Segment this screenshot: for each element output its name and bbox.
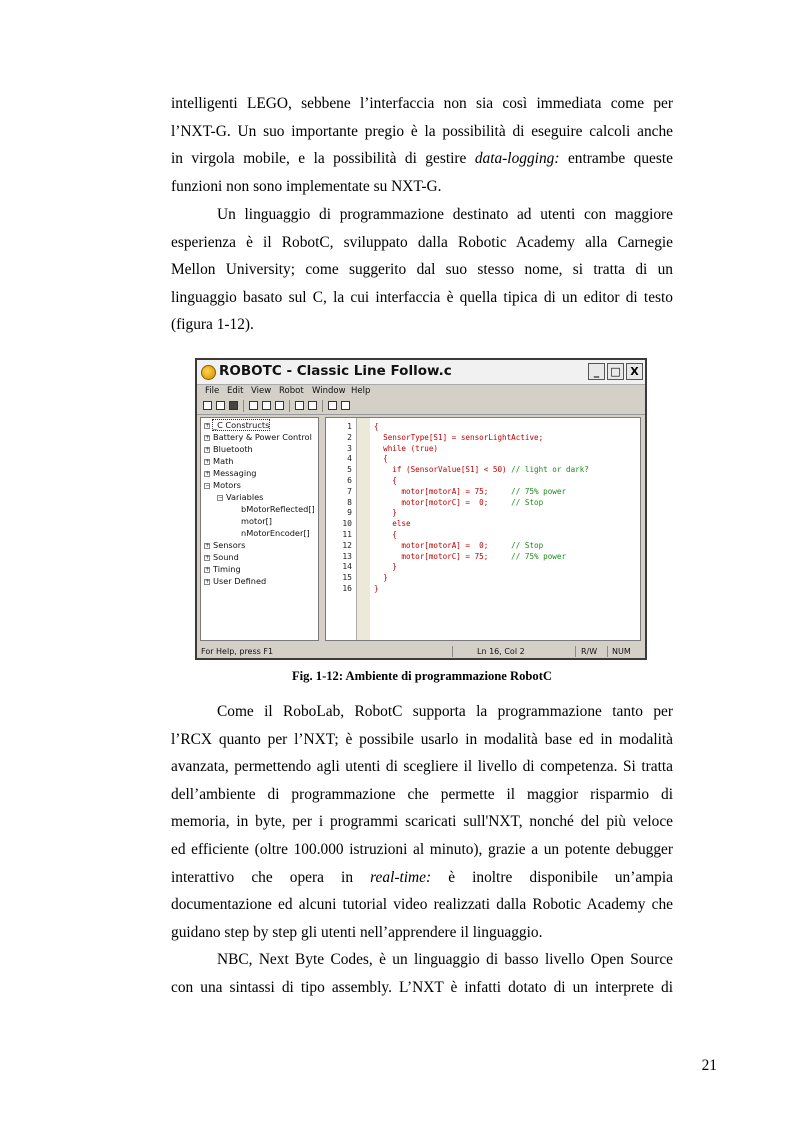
toolbar-separator xyxy=(322,400,323,412)
maximize-button[interactable]: □ xyxy=(607,363,624,380)
cut-icon[interactable] xyxy=(249,401,258,410)
code-comment: // light or dark? xyxy=(511,465,589,475)
line-number: 14 xyxy=(342,562,352,572)
text-line: avanzata, permettendo agli utenti di scegliere il livello di competenza. Si tratta xyxy=(171,758,673,776)
code-line[interactable]: } xyxy=(374,508,397,518)
tree-item-messaging[interactable]: + Messaging xyxy=(205,468,257,478)
line-number: 9 xyxy=(347,508,352,518)
status-separator xyxy=(607,646,608,657)
code-line[interactable]: { xyxy=(374,422,379,431)
new-file-icon[interactable] xyxy=(203,401,212,410)
text-line: guidano step by step gli utenti nell’apprendere il linguaggio. xyxy=(171,923,543,941)
code-line[interactable]: while (true) xyxy=(374,443,439,453)
italic-term: real-time: xyxy=(370,868,432,886)
line-number: 3 xyxy=(347,443,352,453)
title-bar xyxy=(197,360,645,385)
figure-caption: Fig. 1-12: Ambiente di programmazione RobotC xyxy=(291,669,553,683)
paragraph-1 xyxy=(171,90,673,200)
close-button[interactable]: X xyxy=(626,363,643,380)
tree-item-sensors[interactable]: + Sensors xyxy=(205,540,246,550)
status-separator xyxy=(452,646,453,657)
status-bar xyxy=(197,645,645,658)
text-line: ed efficiente (oltre 100.000 istruzioni al minuto), grazie a un potente debugger xyxy=(171,840,673,858)
paragraph-2 xyxy=(171,201,673,339)
text-line: NBC, Next Byte Codes, è un linguaggio di basso livello Open Source xyxy=(217,951,673,968)
text-line: linguaggio basato sul C, la cui interfaccia è quella tipica di un editor di testo xyxy=(171,288,673,306)
toolbar xyxy=(197,398,645,415)
text-line: interattivo che opera in real-time: è inoltre disponibile un’ampia xyxy=(171,868,673,886)
line-number: 15 xyxy=(342,573,352,583)
expand-icon[interactable]: + xyxy=(205,541,211,549)
code-editor[interactable] xyxy=(325,417,641,641)
line-number: 16 xyxy=(342,584,352,593)
status-separator xyxy=(575,646,576,657)
text-line: memoria, in byte, per i programmi scaricati sull'NXT, nonché del più veloce xyxy=(171,813,673,831)
tree-item-battery[interactable]: + Battery & Power Control xyxy=(205,432,312,442)
code-line[interactable]: motor[motorC] = 75; // 75% power xyxy=(374,551,567,561)
text-line: (figura 1-12). xyxy=(171,316,254,334)
text-line: l’RCX quanto per l’NXT; è possibile usarlo in modalità base ed in modalità xyxy=(171,730,673,748)
line-number: 2 xyxy=(347,432,352,442)
open-folder-icon[interactable] xyxy=(216,401,225,410)
tree-item-nmotorencoder[interactable]: nMotorEncoder[] xyxy=(241,528,310,538)
menu-window[interactable]: Window xyxy=(312,386,346,396)
toolbar-separator xyxy=(289,400,290,412)
undo-icon[interactable] xyxy=(295,401,304,410)
paragraph-3 xyxy=(171,698,673,946)
line-number: 12 xyxy=(342,540,352,550)
expand-icon[interactable]: + xyxy=(205,457,211,465)
expand-icon[interactable]: + xyxy=(205,421,211,429)
line-number: 11 xyxy=(342,530,352,539)
menu-robot[interactable]: Robot xyxy=(279,386,304,396)
print-icon[interactable] xyxy=(328,401,337,410)
status-help: For Help, press F1 xyxy=(201,647,274,656)
minimize-button[interactable]: _ xyxy=(588,363,605,380)
status-mode: R/W xyxy=(581,647,598,656)
code-line[interactable]: { xyxy=(374,530,397,539)
line-number: 4 xyxy=(347,454,352,464)
tree-item-variables[interactable]: − Variables xyxy=(218,492,264,502)
line-number: 6 xyxy=(347,476,352,485)
paragraph-4 xyxy=(171,946,673,1001)
text-line: Un linguaggio di programmazione destinato ad utenti con maggiore xyxy=(217,206,673,223)
text-line: dell’ambiente di programmazione che permette il maggior risparmio di xyxy=(171,785,673,803)
function-tree xyxy=(200,417,319,641)
code-line[interactable]: else xyxy=(374,519,411,529)
expand-icon[interactable]: + xyxy=(205,469,211,477)
italic-term: data-logging: xyxy=(474,150,560,168)
page-number: 21 xyxy=(701,1057,717,1074)
line-number: 7 xyxy=(347,486,352,496)
menu-bar xyxy=(197,384,645,398)
code-comment: // Stop xyxy=(511,497,544,507)
code-line[interactable]: if (SensorValue[S1] < 50) // light or dark? xyxy=(374,465,589,475)
collapse-icon[interactable]: − xyxy=(218,493,224,501)
code-line[interactable]: { xyxy=(374,476,397,485)
status-position: Ln 16, Col 2 xyxy=(477,647,525,656)
line-number: 8 xyxy=(347,497,352,507)
tree-item-timing[interactable]: + Timing xyxy=(205,564,241,574)
expand-icon[interactable]: + xyxy=(205,577,211,585)
breakpoint-gutter[interactable] xyxy=(357,418,370,640)
code-comment: // 75% power xyxy=(511,486,567,496)
tree-item-motor[interactable]: motor[] xyxy=(241,516,272,526)
text-line: esperienza è il RobotC, sviluppato dalla Robotic Academy alla Carnegie xyxy=(171,233,673,251)
code-line[interactable]: } xyxy=(374,584,379,593)
robotc-screenshot xyxy=(195,358,647,660)
tree-item-bluetooth[interactable]: + Bluetooth xyxy=(205,444,253,454)
help-icon[interactable] xyxy=(341,401,350,410)
expand-icon[interactable]: + xyxy=(205,445,211,453)
menu-edit[interactable]: Edit xyxy=(227,386,244,396)
copy-icon[interactable] xyxy=(262,401,271,410)
text-line: con una sintassi di tipo assembly. L’NXT è infatti dotato di un interprete di xyxy=(171,978,673,996)
code-line[interactable]: motor[motorA] = 0; // Stop xyxy=(374,540,544,550)
text-line: in virgola mobile, e la possibilità di gestire data-logging: entrambe queste xyxy=(171,150,673,168)
text-line: l’NXT-G. Un suo importante pregio è la possibilità di eseguire calcoli anche xyxy=(171,122,673,140)
menu-view[interactable]: View xyxy=(251,386,272,396)
menu-file[interactable]: File xyxy=(205,386,220,396)
robotc-app-icon xyxy=(201,365,216,380)
code-comment: // 75% power xyxy=(511,551,567,561)
tree-item-user-defined[interactable]: + User Defined xyxy=(205,576,267,586)
collapse-icon[interactable]: − xyxy=(205,481,211,489)
tree-item-bmotorreflected[interactable]: bMotorReflected[] xyxy=(241,504,315,514)
tree-item-motors[interactable]: − Motors xyxy=(205,480,241,490)
text-line: documentazione ed alcuni tutorial video realizzati dalla Robotic Academy che xyxy=(171,896,673,914)
expand-icon[interactable]: + xyxy=(205,433,211,441)
expand-icon[interactable]: + xyxy=(205,553,211,561)
status-num: NUM xyxy=(612,647,631,656)
line-number: 1 xyxy=(347,422,352,431)
paste-icon[interactable] xyxy=(275,401,284,410)
tree-item-sound[interactable]: + Sound xyxy=(205,552,239,562)
toolbar-separator xyxy=(243,400,244,412)
expand-icon[interactable]: + xyxy=(205,565,211,573)
window-title: ROBOTC - Classic Line Follow.c xyxy=(219,363,452,379)
menu-help[interactable]: Help xyxy=(351,386,371,396)
code-line[interactable]: { xyxy=(374,454,388,464)
code-line[interactable]: SensorType[S1] = sensorLightActive; xyxy=(374,432,544,442)
tree-item-math[interactable]: + Math xyxy=(205,456,234,466)
text-line: Come il RoboLab, RobotC supporta la programmazione tanto per xyxy=(217,703,673,720)
save-icon[interactable] xyxy=(229,401,238,410)
code-line[interactable]: motor[motorA] = 75; // 75% power xyxy=(374,486,567,496)
code-line[interactable]: motor[motorC] = 0; // Stop xyxy=(374,497,544,507)
code-comment: // Stop xyxy=(511,540,544,550)
code-line[interactable]: } xyxy=(374,562,397,572)
text-line: funzioni non sono implementate su NXT-G. xyxy=(171,177,442,195)
redo-icon[interactable] xyxy=(308,401,317,410)
tree-item-c-constructs[interactable]: + _C Constructs xyxy=(205,420,270,430)
text-line: intelligenti LEGO, sebbene l’interfaccia non sia così immediata come per xyxy=(171,95,673,112)
code-line[interactable]: } xyxy=(374,573,388,583)
line-number: 5 xyxy=(347,465,352,475)
line-number: 10 xyxy=(342,519,352,529)
text-line: Mellon University; come suggerito dal suo stesso nome, si tratta di un xyxy=(171,261,673,279)
line-number: 13 xyxy=(342,551,352,561)
